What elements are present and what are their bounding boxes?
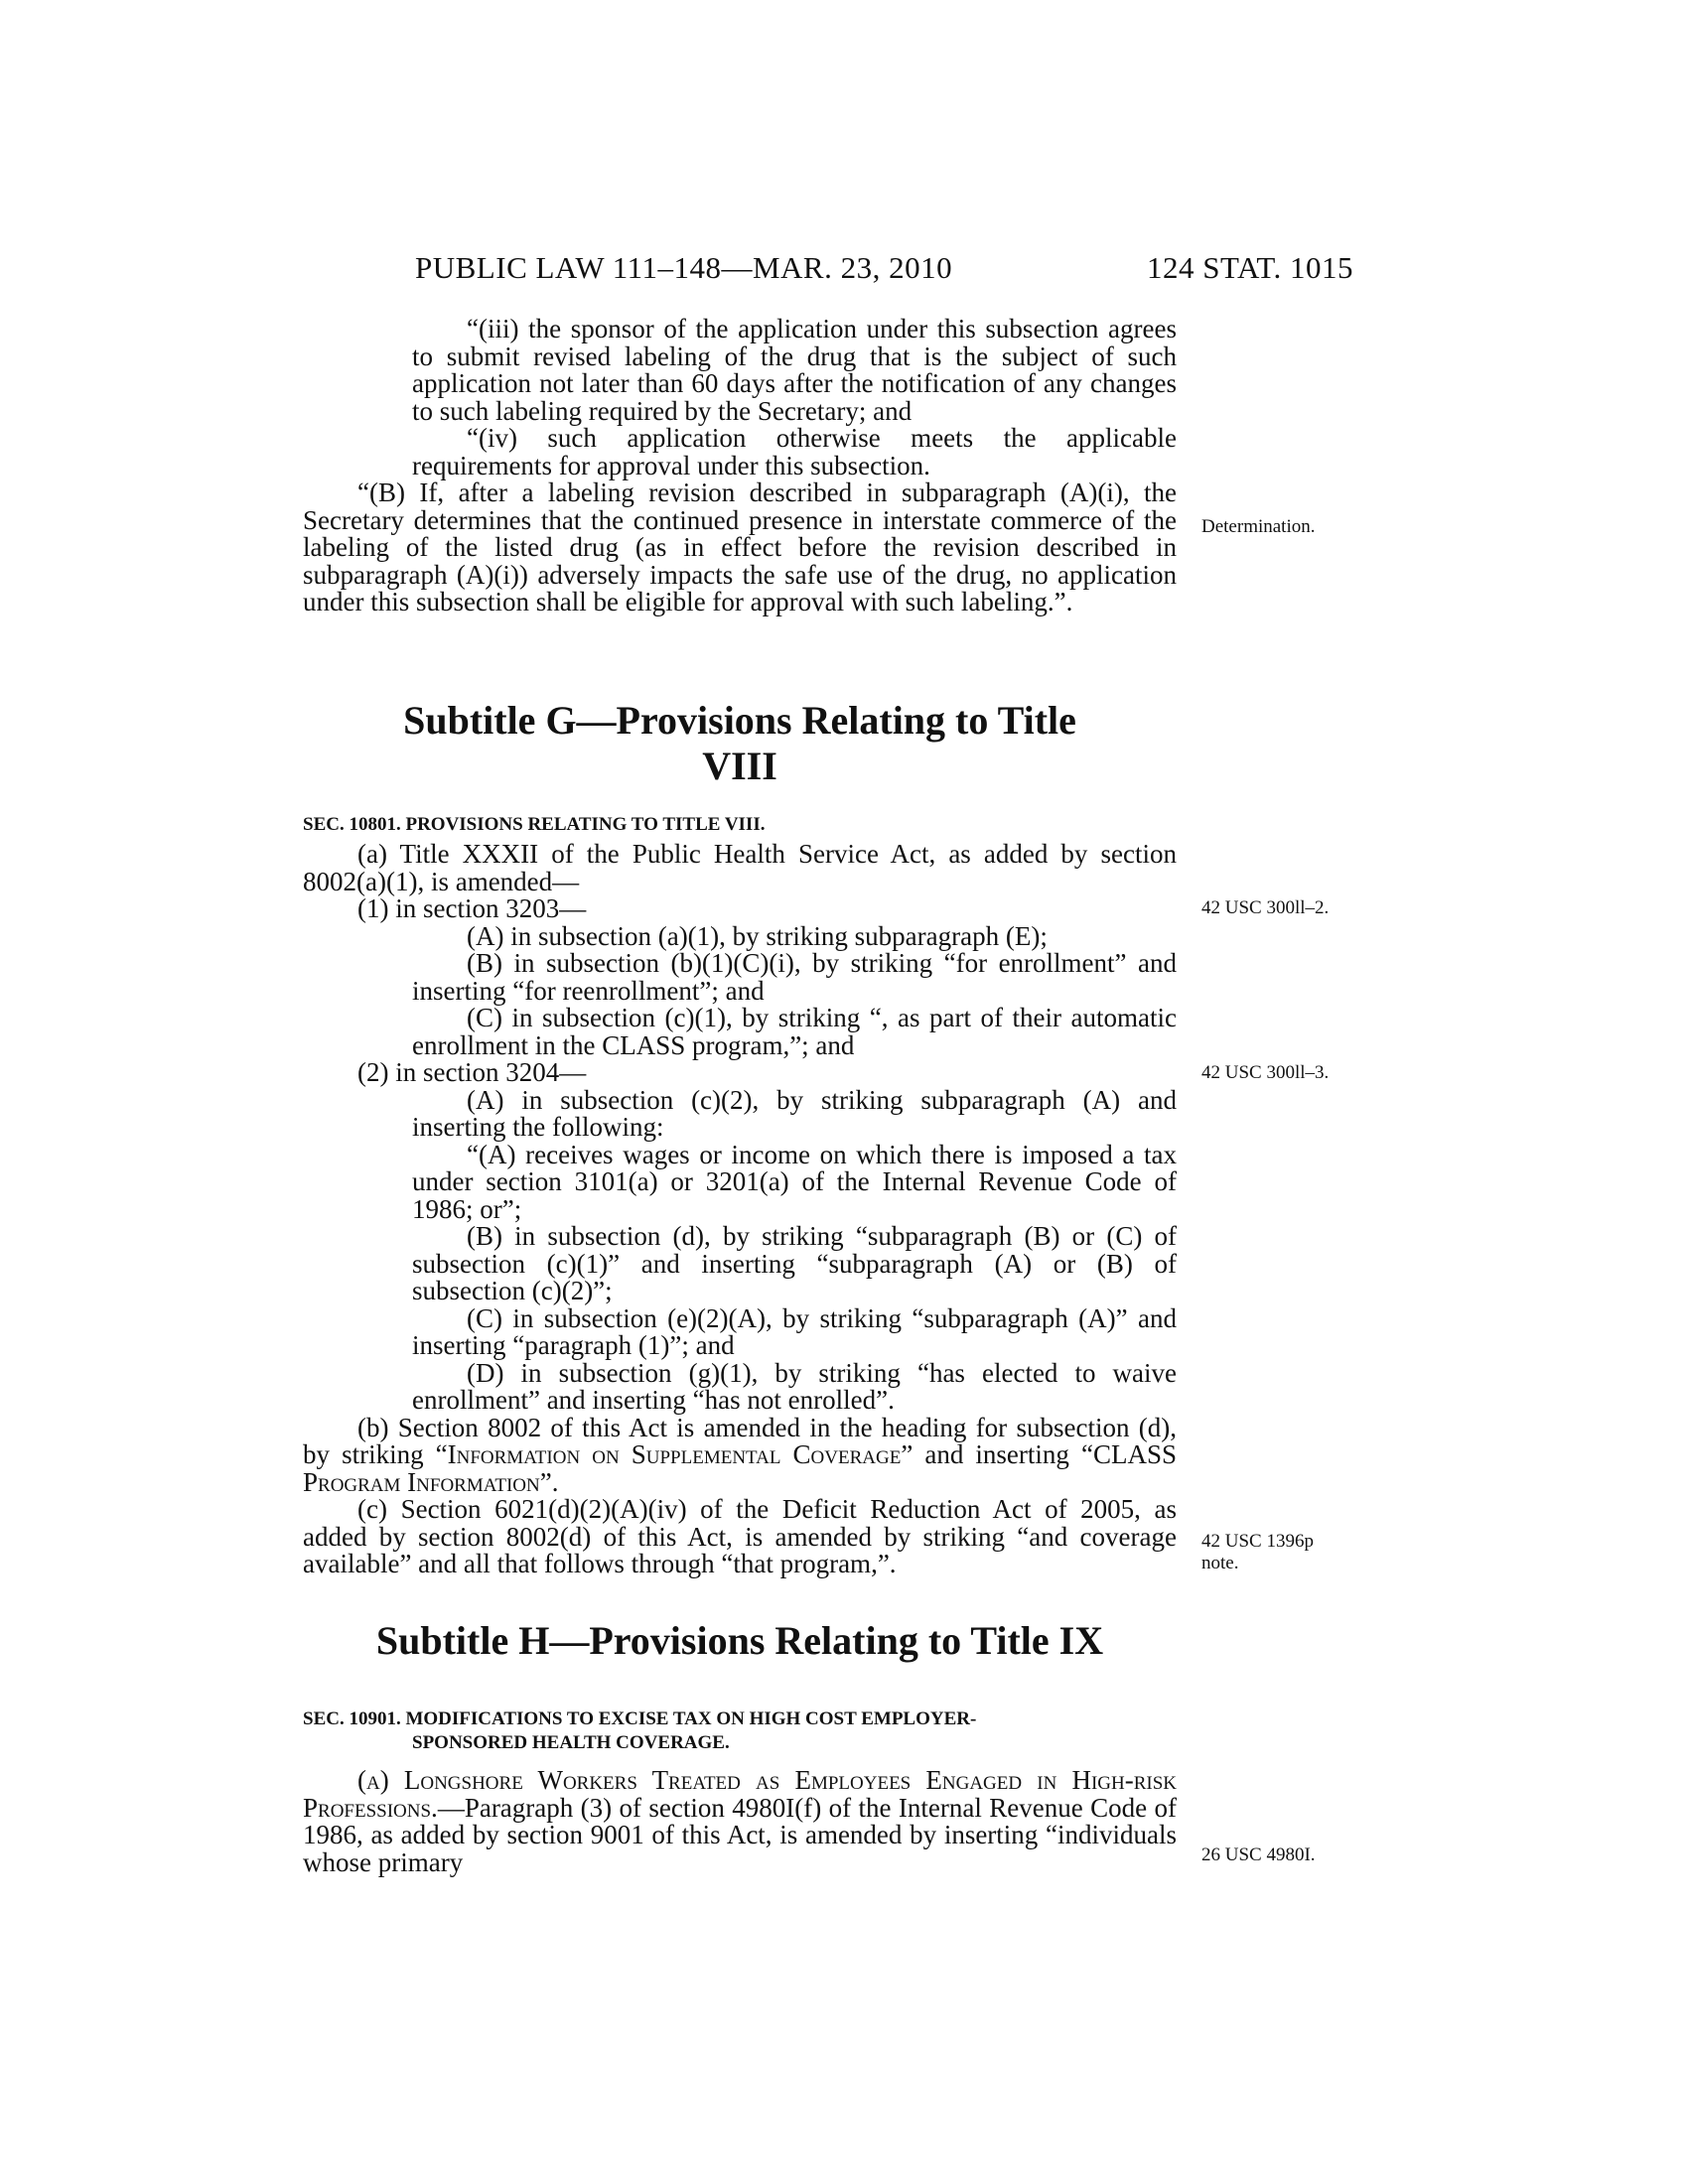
sec-10801-b-new-heading: CLASS Program Information [303,1439,1177,1497]
margin-note-usc-4980i: 26 USC 4980I. [1201,1844,1316,1865]
sec-10901-heading-line2: SPONSORED HEALTH COVERAGE. [412,1732,730,1753]
sec-10801-b-pre: (b) Section 8002 of this Act is amended in the heading for subsection (d), by striking “ [303,1412,1177,1469]
subtitle-g-heading [303,698,1177,789]
block-amendment-continuation [303,316,1177,616]
sec-10901-heading-line1: SEC. 10901. MODIFICATIONS TO EXCISE TAX ON HIGH COST EMPLOYER- [303,1708,977,1729]
subparagraph-B: “(B) If, after a labeling revision described in subparagraph (A)(i), the Secretary determines that the continued presence in interstate commerce of the labeling of the listed drug (as in effect before the revision described in subparagraph (A)(i)) adversely impacts the safe use of the drug, no application under this subsection shall be eligible for approval with such labeling.”. [303,478,1177,616]
sec-10801-a2D: (D) in subsection (g)(1), by striking “has elected to waive enrollment” and inserting “has not enrolled”. [412,1357,1177,1415]
sec-10801-a2A: (A) in subsection (c)(2), by striking subparagraph (A) and inserting the following: [412,1084,1177,1142]
sec-10801-b-post: ”. [539,1466,559,1497]
sec-10801-a1: (1) in section 3203— [357,893,587,923]
sec-10901-a [303,1767,1177,1876]
sec-10901-heading [303,1707,1177,1755]
sec-10801-a2B: (B) in subsection (d), by striking “subparagraph (B) or (C) of subsection (c)(1)” and inserting “subparagraph (A) or (B) of subsection (c)(2)”; [412,1221,1177,1305]
margin-note-usc-3204: 42 USC 300ll–3. [1201,1062,1330,1083]
sec-10801-a: (a) Title XXXII of the Public Health Service Act, as added by section 8002(a)(1), is amended— [303,839,1177,896]
margin-note-usc-1396p-line2: note. [1201,1553,1239,1573]
sec-10801-b-mid: ” and inserting “ [901,1439,1093,1469]
sec-10901-a-text: —Paragraph (3) of section 4980I(f) of the Internal Revenue Code of 1986, as added by section 9001 of this Act, is amended by inserting “individuals whose primary [303,1792,1177,1877]
sec-10801-a1B: (B) in subsection (b)(1)(C)(i), by striking “for enrollment” and inserting “for reenrollment”; and [412,948,1177,1006]
sec-10801-body [303,841,1177,1578]
running-head-law: PUBLIC LAW 111–148—MAR. 23, 2010 [415,250,953,285]
sec-10901-body [303,1767,1177,1876]
sec-10801-c: (c) Section 6021(d)(2)(A)(iv) of the Deficit Reduction Act of 2005, as added by section 8002(d) of this Act, is amended by striking “and coverage available” and all that follows through “that program,”. [303,1494,1177,1578]
subtitle-h-heading: Subtitle H—Provisions Relating to Title IX [375,1618,1104,1663]
sec-10901-a-heading: (a) Longshore Workers Treated as Employees Engaged in High-risk Professions. [303,1765,1177,1823]
sec-10801-b-struck-heading: Information on Supplemental Coverage [447,1439,902,1469]
clause-iii: “(iii) the sponsor of the application under this subsection agrees to submit revised labeling of the drug that is the subject of such application not later than 60 days after the notification of any changes to such labeling required by the Secretary; and [412,314,1177,426]
margin-note-determination: Determination. [1201,516,1316,537]
sec-10801-a2A-quote: “(A) receives wages or income on which there is imposed a tax under section 3101(a) or 3201(a) of the Internal Revenue Code of 1986; or”; [412,1139,1177,1224]
sec-10801-heading: SEC. 10801. PROVISIONS RELATING TO TITLE VIII. [303,814,766,835]
sec-10801-a2C: (C) in subsection (e)(2)(A), by striking “subparagraph (A)” and inserting “paragraph (1)”; and [412,1302,1177,1360]
margin-note-usc-3203: 42 USC 300ll–2. [1201,897,1330,918]
sec-10801-a1C: (C) in subsection (c)(1), by striking “, as part of their automatic enrollment in the CLASS program,”; and [412,1003,1177,1060]
margin-note-usc-1396p-line1: 42 USC 1396p [1201,1531,1314,1552]
running-head-stat: 124 STAT. 1015 [1147,250,1354,285]
clause-iv: “(iv) such application otherwise meets the applicable requirements for approval under this subsection. [412,423,1177,480]
sec-10801-b [303,1412,1177,1497]
margin-note-usc-1396p [1201,1531,1314,1574]
subtitle-g-line2: VIII [702,744,777,788]
sec-10801-a2: (2) in section 3204— [357,1057,587,1087]
subtitle-g-line1: Subtitle G—Provisions Relating to Title [403,698,1076,743]
sec-10801-a1A: (A) in subsection (a)(1), by striking subparagraph (E); [467,920,1048,951]
